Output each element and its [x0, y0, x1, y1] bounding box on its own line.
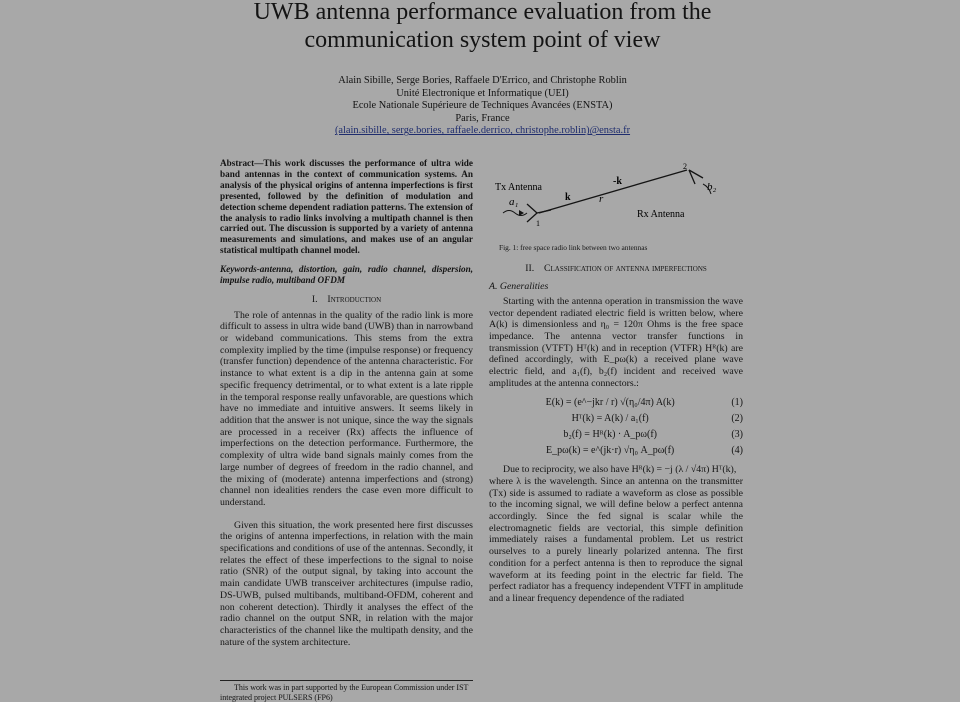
- tx-antenna-feed: [537, 210, 551, 213]
- section-1-number: I.: [311, 293, 318, 305]
- equation-4: [489, 445, 743, 457]
- paper-title: [210, 0, 755, 54]
- right-column: [489, 160, 743, 605]
- tx-antenna-element-upper: [527, 204, 537, 213]
- affiliation-school: Ecole Nationale Supérieure de Techniques Avancées (ENSTA): [352, 100, 613, 112]
- section-2-number: II.: [525, 263, 535, 275]
- author-names: Alain Sibille, Serge Bories, Raffaele D'Errico, and Christophe Roblin: [338, 75, 627, 86]
- radio-link-figure: [489, 160, 743, 234]
- b2-label: b₂: [707, 181, 717, 193]
- r-distance-label: r: [599, 193, 604, 205]
- paper-page: [210, 0, 755, 701]
- figure-1-caption: Fig. 1: free space radio link between two antennas: [499, 242, 648, 252]
- intro-paragraph-2: Given this situation, the work presented here first discusses the origins of antenna imperfections, in relation with the main specifications and conditions of use of the antennas. Secondly, it relates the effect of these imperfections to the signal to noise ratio (SNR) of the output signal, by taking into account the main candidate UWB transceiver architectures (impulse radio, DS-UWB, pulsed multibands, multiband-OFDM, coherent and non coherent detection). Thirdly it analyses the effect of the radio channel on the output SNR, in relation with the major characteristics of the channel like the multipath density, and the nature of the system architecture.: [220, 519, 473, 648]
- subsection-a-heading: A. Generalities: [489, 281, 549, 293]
- equation-2: [489, 413, 743, 425]
- equation-3-number: (3): [731, 428, 743, 440]
- footnote-rule: [220, 680, 473, 681]
- keywords: Keywords-antenna, distortion, gain, radio channel, dispersion, impulse radio, multiband OFDM: [220, 264, 473, 286]
- rx-antenna-label: Rx Antenna: [637, 209, 685, 220]
- tx-antenna-label: Tx Antenna: [495, 182, 542, 193]
- left-column: [220, 158, 473, 648]
- minus-k-vector-label: -k: [613, 176, 622, 187]
- port-1-label: 1: [536, 219, 540, 228]
- equation-3: [489, 429, 743, 441]
- author-block: [210, 75, 755, 138]
- equation-2-number: (2): [731, 413, 743, 425]
- section-1-title: Introduction: [327, 293, 382, 305]
- generalities-paragraph-1: Starting with the antenna operation in transmission the wave vector dependent radiated electric field is written below, where A(k) is dimensionless and η₀ = 120π Ohms is the free space impedance. The antenna vector transfer functions in transmission (VTFT) Hᵀ(k) and in reception (VTFR) Hᴿ(k) are defined accordingly, with E_pω(k) a received plane wave electric field, and a₁(f), b₂(f) incident and received wave amplitudes at the antenna connectors.:: [489, 295, 743, 389]
- affiliation-unit: Unité Electronique et Informatique (UEI): [396, 87, 569, 99]
- equation-4-number: (4): [731, 444, 743, 456]
- equation-1-expression: E(k) = (e^−jkr / r) √(η₀/4π) A(k): [545, 397, 675, 409]
- a1-label: a₁: [509, 196, 519, 208]
- abstract: Abstract—This work discusses the performance of ultra wide band antennas in the context of communication systems. An analysis of the physical origins of antenna imperfections is first presented, followed by the definition of modulation and detection scheme dependent radiation patterns. The extension of the analysis to radio links involving a multipath channel is then carried out. The discussion is supported by a variety of antenna measurements and simulations, and makes use of an angular statistical multipath channel model.: [220, 158, 473, 256]
- equation-1-number: (1): [731, 397, 743, 409]
- title-line-2: communication system point of view: [304, 27, 661, 53]
- equation-2-expression: Hᵀ(k) = A(k) / a₁(f): [571, 413, 649, 425]
- port-2-label: 2: [683, 162, 687, 171]
- section-2-title: Classification of antenna imperfections: [543, 263, 707, 275]
- section-2-heading: [489, 263, 743, 275]
- equation-3-expression: b₂(f) = Hᴿ(k) · A_pω(f): [563, 428, 657, 440]
- author-emails[interactable]: (alain.sibille, serge.bories, raffaele.derrico, christophe.roblin)@ensta.fr: [334, 125, 631, 137]
- equation-4-expression: E_pω(k) = e^(jk·r) √η₀ A_pω(f): [546, 444, 675, 456]
- equation-1: [489, 397, 743, 409]
- section-1-heading: [220, 294, 473, 306]
- affiliation-location: Paris, France: [455, 112, 510, 124]
- generalities-paragraph-2: where λ is the wavelength. Since an antenna on the transmitter (Tx) side is assumed to radiate a waveform as close as possible to the incoming signal, we will define below a perfect antenna accordingly. Since the fed signal is scalar while the electromagnetic fields are vectorial, this simple definition immediately raises a fundamental problem. Let us restrict ourselves to a purely linearly polarized antenna. The first condition for a perfect antenna is then to reproduce the signal waveform at its feeding point in the electric far field. The perfect radiator has a frequency independent VTFT in amplitude and a linear frequency dependence of the radiated: [489, 475, 743, 604]
- intro-paragraph-1: The role of antennas in the quality of the radio link is more difficult to assess in ultra wide band (UWB) than in narrowband or wideband communications. This stems from the extra complexity implied by the time (impulse response) or frequency (transfer function) dependence of the antenna characteristic. For instance to what extent is a dip in the antenna gain at some specific frequency detrimental, or to what extent is a late ripple in the temporal response really unfavorable, are questions which have no immediate and intuitive answers. It seems likely in addition that the answer is not unique, since the way the signals are processed in a receiver (Rx) affects the influence of imperfections on the detection performance. Furthermore, the complexity of ultra wide band signals mainly comes from the large number of degrees of freedom in the radio channel, and the mixing of (moderate) antenna imperfections and (strong) channel non idealities renders the case even more difficult to understand.: [220, 309, 473, 508]
- footnote: This work was in part supported by the European Commission under IST integrated project PULSERS (FP6): [220, 683, 469, 702]
- title-line-1: UWB antenna performance evaluation from the: [253, 0, 712, 25]
- reciprocity-line: Due to reciprocity, we also have Hᴿ(k) = −j (λ / √4π) Hᵀ(k),: [503, 464, 737, 476]
- k-vector-label: k: [565, 192, 571, 203]
